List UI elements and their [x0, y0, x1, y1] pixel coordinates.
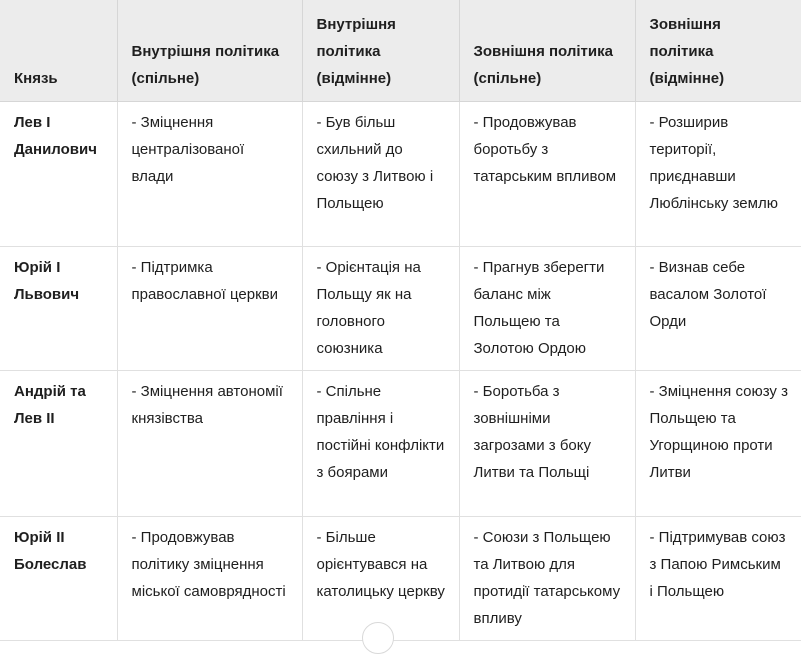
- scroll-down-button[interactable]: [362, 622, 394, 654]
- cell-external-diff: - Розширив території, приєднавши Люблінську землю: [635, 102, 801, 247]
- table-body: [0, 102, 801, 641]
- header-internal-diff: Внутрішня політика (відмінне): [302, 0, 459, 102]
- cell-external-common: - Союзи з Польщею та Литвою для протидії татарському впливу: [459, 517, 635, 641]
- cell-external-diff: - Зміцнення союзу з Польщею та Угорщиною проти Литви: [635, 371, 801, 517]
- cell-prince: Юрій ІІ Болеслав: [0, 517, 117, 641]
- header-external-common: Зовнішня політика (спільне): [459, 0, 635, 102]
- cell-external-diff: - Визнав себе васалом Золотої Орди: [635, 247, 801, 371]
- cell-internal-common: - Підтримка православної церкви: [117, 247, 302, 371]
- cell-external-diff: - Підтримував союз з Папою Римським і Польщею: [635, 517, 801, 641]
- header-internal-common: Внутрішня політика (спільне): [117, 0, 302, 102]
- cell-external-common: - Продовжував боротьбу з татарським впливом: [459, 102, 635, 247]
- cell-external-common: - Прагнув зберегти баланс між Польщею та Золотою Ордою: [459, 247, 635, 371]
- cell-prince: Лев І Данилович: [0, 102, 117, 247]
- cell-internal-common: - Продовжував політику зміцнення міської самоврядності: [117, 517, 302, 641]
- cell-internal-diff: - Більше орієнтувався на католицьку церкву: [302, 517, 459, 641]
- header-prince: Князь: [0, 0, 117, 102]
- header-row: [0, 0, 801, 102]
- table-row: [0, 102, 801, 247]
- table-row: [0, 371, 801, 517]
- table-row: [0, 517, 801, 641]
- table-header: [0, 0, 801, 102]
- cell-internal-diff: - Спільне правління і постійні конфлікти з боярами: [302, 371, 459, 517]
- table-row: [0, 247, 801, 371]
- cell-internal-common: - Зміцнення автономії князівства: [117, 371, 302, 517]
- cell-prince: Андрій та Лев ІІ: [0, 371, 117, 517]
- cell-prince: Юрій І Львович: [0, 247, 117, 371]
- cell-internal-common: - Зміцнення централізованої влади: [117, 102, 302, 247]
- header-external-diff: Зовнішня політика (відмінне): [635, 0, 801, 102]
- cell-internal-diff: - Був більш схильний до союзу з Литвою і Польщею: [302, 102, 459, 247]
- cell-external-common: - Боротьба з зовнішніми загрозами з боку Литви та Польщі: [459, 371, 635, 517]
- cell-internal-diff: - Орієнтація на Польщу як на головного союзника: [302, 247, 459, 371]
